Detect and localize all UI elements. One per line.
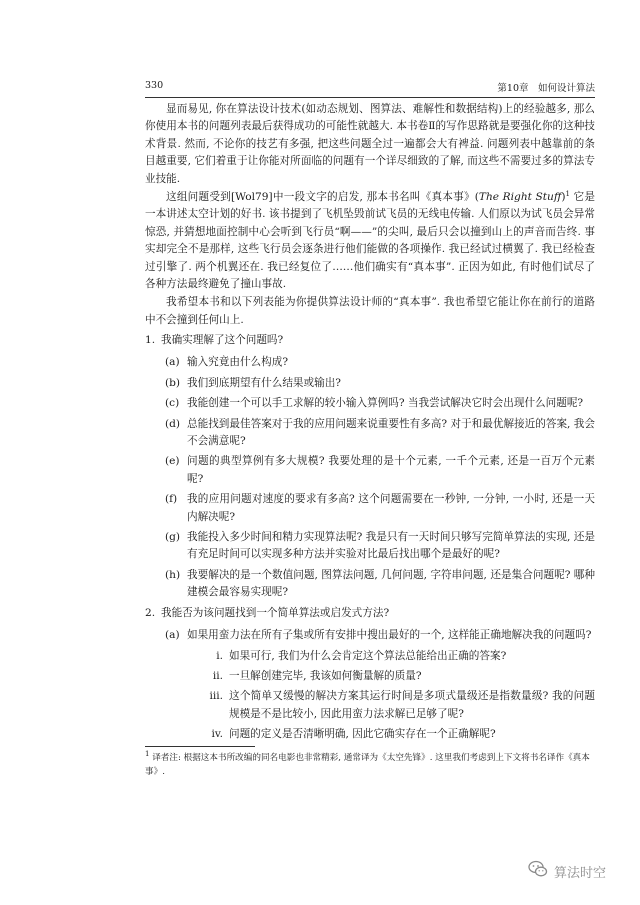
question-number: 2. bbox=[145, 606, 156, 619]
nested-list bbox=[195, 648, 595, 744]
list-item: (h) 我要解决的是一个数值问题, 图算法问题, 几何问题, 字符串问题, 还是集合问题呢? 哪种建模会最容易实现呢? bbox=[165, 568, 595, 599]
list-item: ii. 一旦解创建完毕, 我该如何衡量解的质量? bbox=[212, 669, 422, 682]
list-item: (c) 我能创建一个可以手工求解的较小输入算例吗? 当我尝试解决它时会出现什么问题呢? bbox=[165, 397, 584, 410]
list-item: iv. 问题的定义是否清晰明确, 因此它确实存在一个正确解呢? bbox=[211, 728, 496, 741]
sub-question-list bbox=[165, 354, 595, 601]
page-number: 330 bbox=[145, 80, 164, 91]
list-item: (g) 我能投入多少时间和精力实现算法呢? 我是只有一天时间只够写完简单算法的实现, 还是有充足时间可以实现多种方法并实验对比最后找出哪个是最好的呢? bbox=[165, 531, 595, 561]
book-title-en: The Right Stuff bbox=[478, 191, 562, 204]
question bbox=[145, 605, 595, 622]
page-header bbox=[145, 80, 595, 98]
body-text bbox=[145, 101, 595, 329]
chapter-title: 第10章 如何设计算法 bbox=[497, 83, 595, 94]
sub-question-list bbox=[165, 627, 595, 743]
list-item: (e) 问题的典型算例有多大规模? 我要处理的是十个元素, 一千个元素, 还是一百万个元素呢? bbox=[165, 455, 595, 485]
footnote-number: 1 bbox=[145, 750, 150, 758]
wechat-icon bbox=[528, 860, 548, 882]
footnote-text: 译者注: 根据这本书所改编的同名电影也非常精彩, 通常译为《太空先锋》. 这里我们考虑到上下文将书名译作《真本事》. bbox=[145, 753, 590, 777]
footnote-rule bbox=[145, 746, 255, 747]
question-text: 我能否为该问题找到一个简单算法或启发式方法? bbox=[161, 606, 390, 619]
paragraph: 显而易见, 你在算法设计技术(如动态规划、图算法、难解性和数据结构)上的经验越多, 那么你使用本书的问题列表最后获得成功的可能性就越大. 本书卷Ⅱ的写作思路就是要强化你的这种技术背景. 然而, 不论你的技艺有多强, 把这些问题全过一遍都会大有裨益. 问题列表中越靠前的条目越重要, 它们着重于让你能对所面临的问题有一个详尽细致的了解, 而这些不需要过多的算法专业技能. bbox=[145, 103, 595, 185]
watermark-text: 算法时空 bbox=[554, 865, 607, 881]
list-item: iii. 这个简单又缓慢的解决方案其运行时间是多项式量级还是指数量级? 我的问题规模是不是比较小, 因此用蛮力法求解已足够了呢? bbox=[209, 690, 595, 720]
question bbox=[145, 332, 595, 349]
question-list bbox=[145, 332, 595, 744]
paragraph: 我希望本书和以下列表能为你提供算法设计师的“真本事”. 我也希望它能让你在前行的道路中不会撞到任何山上. bbox=[145, 296, 595, 326]
list-item: i. 如果可行, 我们为什么会肯定这个算法总能给出正确的答案? bbox=[216, 649, 507, 662]
question-number: 1. bbox=[145, 334, 156, 346]
footnote-marker[interactable]: 1 bbox=[565, 190, 570, 199]
watermark bbox=[528, 860, 606, 882]
paragraph: 这组问题受到[Wol79]中一段文字的启发, 那本书名叫《真本事》(The Right Stuff)$^1$ 它是一本讲述太空计划的好书. 该书提到了飞机坠毁前试飞员的无线电传输. 人们原以为试飞员会异常惊恐, 并猜想地面控制中心会听到飞行员“啊——”的尖叫, 最后只会以撞到山上的声音而告终. 事实却完全不是那样, 这些飞行员会逐条进行他们能做的各项操作. 我已经试过横翼了. 我已经检查过引擎了. 两个机翼还在. 我已经复位了……他们确实有“真本事”. 正因为如此, 有时他们试尽了各种方法最终避免了撞山事故. bbox=[145, 190, 595, 291]
footnote bbox=[145, 751, 595, 779]
list-item: (a) 输入究竟由什么构成? bbox=[165, 356, 289, 369]
list-item: (f) 我的应用问题对速度的要求有多高? 这个问题需要在一秒钟, 一分钟, 一小时, 还是一天内解决呢? bbox=[165, 493, 595, 523]
question-text: 我确实理解了这个问题吗? bbox=[161, 334, 284, 346]
list-item: (d) 总能找到最佳答案对于我的应用问题来说重要性有多高? 对于和最优解接近的答案, 我会不会满意呢? bbox=[165, 417, 595, 448]
list-item: (a) 如果用蛮力法在所有子集或所有安排中搜出最好的一个, 这样能正确地解决我的问题吗? bbox=[165, 629, 592, 642]
list-item: (b) 我们到底期望有什么结果或输出? bbox=[165, 376, 341, 389]
